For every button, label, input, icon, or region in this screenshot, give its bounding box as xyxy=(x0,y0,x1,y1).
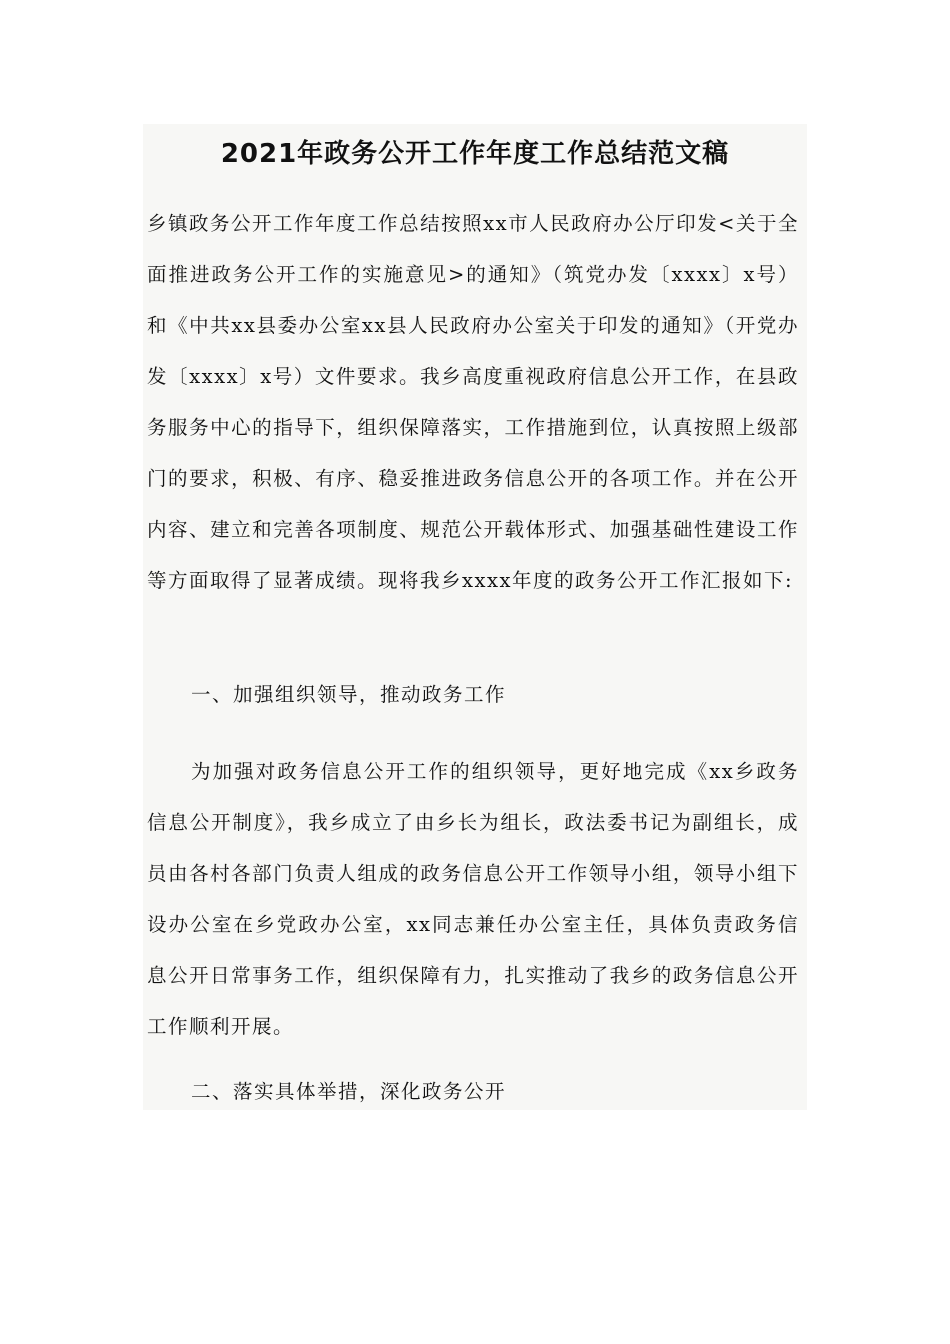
document-page xyxy=(143,124,807,1110)
document-title: 2021年政务公开工作年度工作总结范文稿 xyxy=(220,139,730,169)
section-1-heading: 一、加强组织领导，推动政务工作 xyxy=(191,683,507,706)
section-2-heading: 二、落实具体举措，深化政务公开 xyxy=(191,1080,507,1103)
intro-paragraph: 乡镇政务公开工作年度工作总结按照xx市人民政府办公厅印发<关于全面推进政务公开工作的实施意见>的通知》（筑党办发〔xxxx〕x号）和《中共xx县委办公室xx县人民政府办公室关于印发的通知》（开党办发〔xxxx〕x号）文件要求。我乡高度重视政府信息公开工作，在县政务服务中心的指导下，组织保障落实，工作措施到位，认真按照上级部门的要求，积极、有序、稳妥推进政务信息公开的各项工作。并在公开内容、建立和完善各项制度、规范公开载体形式、加强基础性建设工作等方面取得了显著成绩。现将我乡xxxx年度的政务公开工作汇报如下: xyxy=(147,212,799,592)
section-1-paragraph: 为加强对政务信息公开工作的组织领导，更好地完成《xx乡政务信息公开制度》，我乡成立了由乡长为组长，政法委书记为副组长，成员由各村各部门负责人组成的政务信息公开工作领导小组，领导小组下设办公室在乡党政办公室，xx同志兼任办公室主任，具体负责政务信息公开日常事务工作，组织保障有力，扎实推动了我乡的政务信息公开工作顺利开展。 xyxy=(147,760,799,1038)
